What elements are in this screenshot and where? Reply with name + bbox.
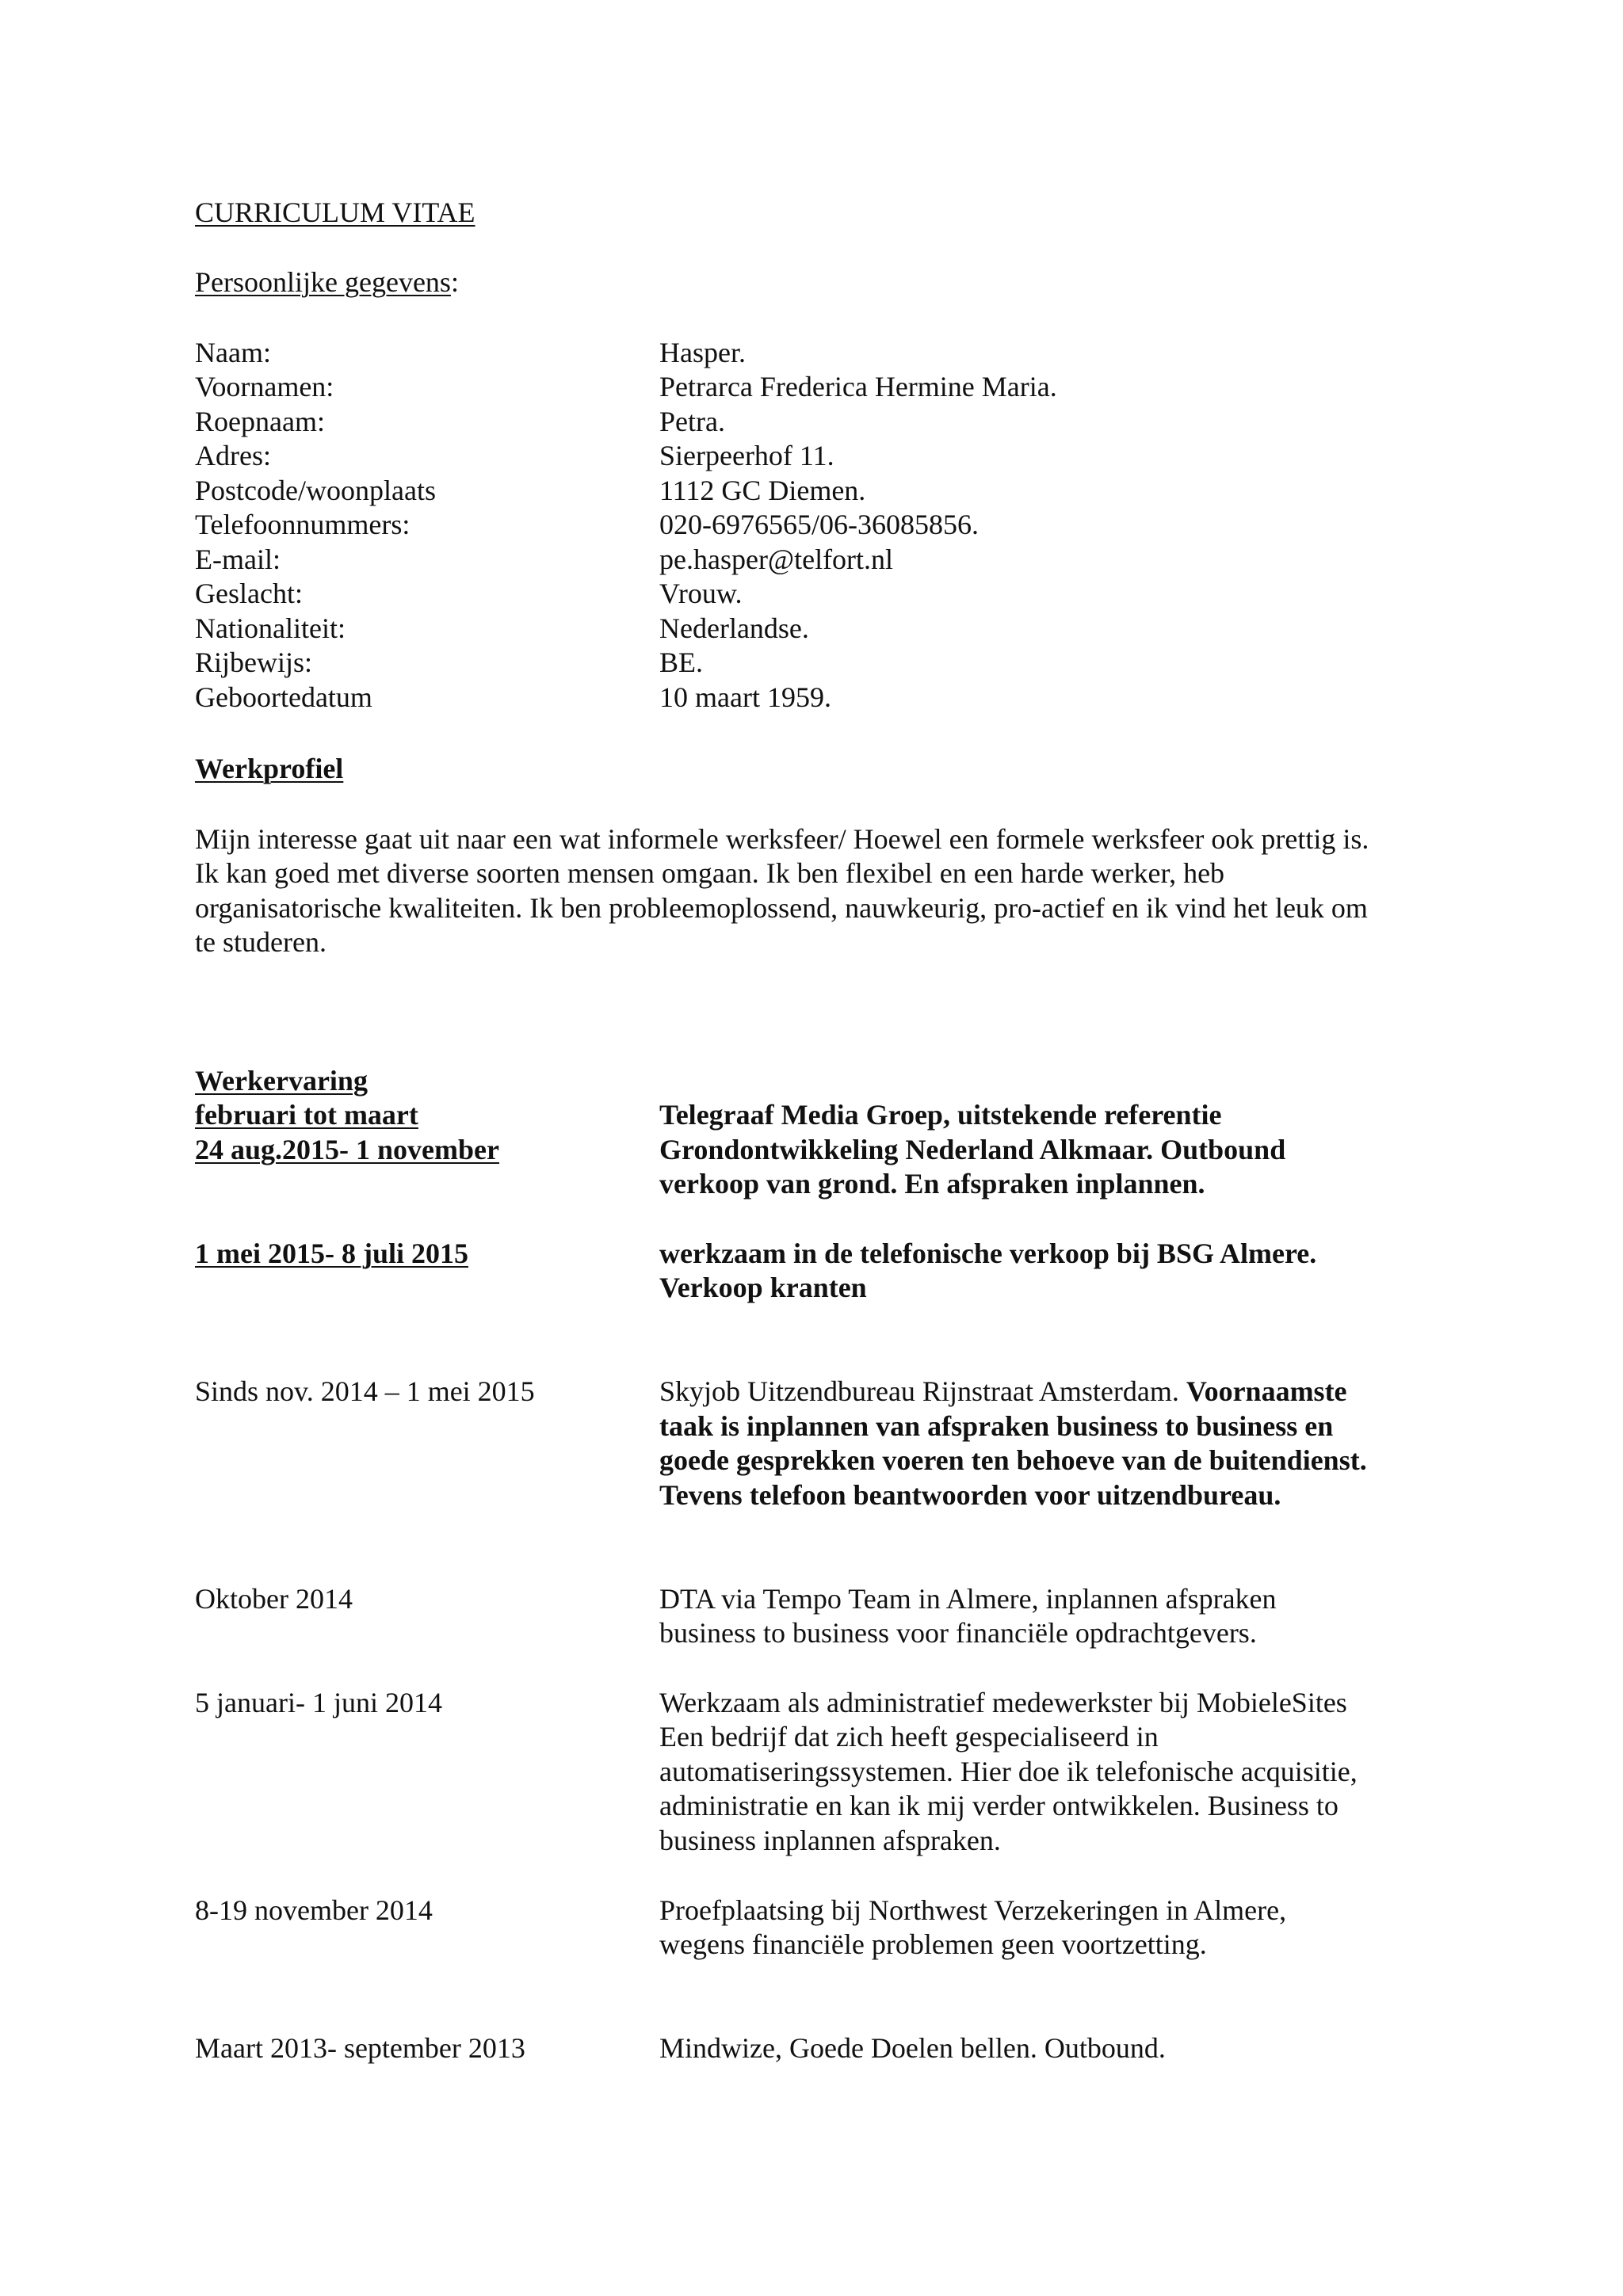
experience-date: 5 januari- 1 juni 2014 [195, 1687, 442, 1718]
label-rijbewijs: Rijbewijs: [195, 646, 313, 678]
label-email: E-mail: [195, 543, 281, 575]
experience-text: Mindwize, Goede Doelen bellen. Outbound. [659, 2032, 1166, 2064]
value-adres: Sierpeerhof 11. [659, 440, 834, 471]
experience-date: 1 mei 2015- 8 juli 2015 [195, 1238, 468, 1269]
experience-text-bold: Voornaamste [1186, 1375, 1347, 1407]
document-title: CURRICULUM VITAE [195, 196, 475, 228]
experience-text: Werkzaam als administratief medewerkster bij MobieleSites [659, 1687, 1347, 1718]
experience-text: Een bedrijf dat zich heeft gespecialiseerd in [659, 1721, 1159, 1753]
experience-text: wegens financiële problemen geen voortzetting. [659, 1928, 1207, 1960]
experience-text: business to business voor financiële opdrachtgevers. [659, 1617, 1257, 1649]
value-voornamen: Petrarca Frederica Hermine Maria. [659, 371, 1057, 402]
label-roepnaam: Roepnaam: [195, 406, 325, 437]
profile-line: Mijn interesse gaat uit naar een wat informele werksfeer/ Hoewel een formele werksfeer ook prettig is. [195, 823, 1369, 855]
value-geslacht: Vrouw. [659, 578, 743, 609]
experience-text: Tevens telefoon beantwoorden voor uitzendbureau. [659, 1479, 1281, 1511]
value-rijbewijs: BE. [659, 646, 704, 678]
experience-date: Oktober 2014 [195, 1583, 353, 1615]
label-postcode: Postcode/woonplaats [195, 475, 436, 506]
value-postcode: 1112 GC Diemen. [659, 475, 866, 506]
experience-text: Proefplaatsing bij Northwest Verzekeringen in Almere, [659, 1894, 1287, 1926]
value-nationaliteit: Nederlandse. [659, 612, 809, 644]
value-telefoon: 020-6976565/06-36085856. [659, 509, 979, 540]
experience-text: Telegraaf Media Groep, uitstekende referentie [659, 1099, 1222, 1131]
experience-date: februari tot maart [195, 1099, 418, 1131]
personal-heading: Persoonlijke gegevens [195, 266, 451, 298]
label-voornamen: Voornamen: [195, 371, 334, 402]
label-geslacht: Geslacht: [195, 578, 303, 609]
experience-text: Verkoop kranten [659, 1272, 867, 1303]
experience-text: Grondontwikkeling Nederland Alkmaar. Outbound [659, 1134, 1286, 1165]
personal-heading-line [195, 265, 459, 299]
profile-line: te studeren. [195, 926, 327, 958]
experience-text: taak is inplannen van afspraken business to business en [659, 1410, 1334, 1442]
experience-text: goede gesprekken voeren ten behoeve van de buitendienst. [659, 1444, 1367, 1476]
experience-text: werkzaam in de telefonische verkoop bij BSG Almere. [659, 1238, 1317, 1269]
personal-heading-colon: : [450, 266, 459, 298]
experience-text: business inplannen afspraken. [659, 1825, 1001, 1856]
value-naam: Hasper. [659, 337, 746, 368]
profile-line: organisatorische kwaliteiten. Ik ben probleemoplossend, nauwkeurig, pro-actief en ik vind het leuk om [195, 892, 1368, 924]
experience-date: 8-19 november 2014 [195, 1894, 433, 1926]
experience-heading: Werkervaring [195, 1065, 368, 1097]
label-geboortedatum: Geboortedatum [195, 681, 372, 713]
label-telefoon: Telefoonnummers: [195, 509, 411, 540]
experience-date: Maart 2013- september 2013 [195, 2032, 525, 2064]
label-naam: Naam: [195, 337, 271, 368]
profile-heading: Werkprofiel [195, 753, 344, 784]
value-geboortedatum: 10 maart 1959. [659, 681, 831, 713]
experience-date: 24 aug.2015- 1 november [195, 1134, 499, 1165]
label-adres: Adres: [195, 440, 271, 471]
profile-line: Ik kan goed met diverse soorten mensen omgaan. Ik ben flexibel en een harde werker, heb [195, 857, 1225, 889]
experience-date: Sinds nov. 2014 – 1 mei 2015 [195, 1375, 535, 1407]
experience-text [659, 1374, 1347, 1409]
label-nationaliteit: Nationaliteit: [195, 612, 346, 644]
value-roepnaam: Petra. [659, 406, 725, 437]
experience-text: DTA via Tempo Team in Almere, inplannen afspraken [659, 1583, 1277, 1615]
experience-text: administratie en kan ik mij verder ontwikkelen. Business to [659, 1790, 1338, 1821]
experience-text: verkoop van grond. En afspraken inplannen. [659, 1168, 1205, 1199]
value-email: pe.hasper@telfort.nl [659, 543, 894, 575]
experience-text: automatiseringssystemen. Hier doe ik telefonische acquisitie, [659, 1756, 1358, 1787]
experience-text-plain: Skyjob Uitzendbureau Rijnstraat Amsterdam. [659, 1375, 1186, 1407]
